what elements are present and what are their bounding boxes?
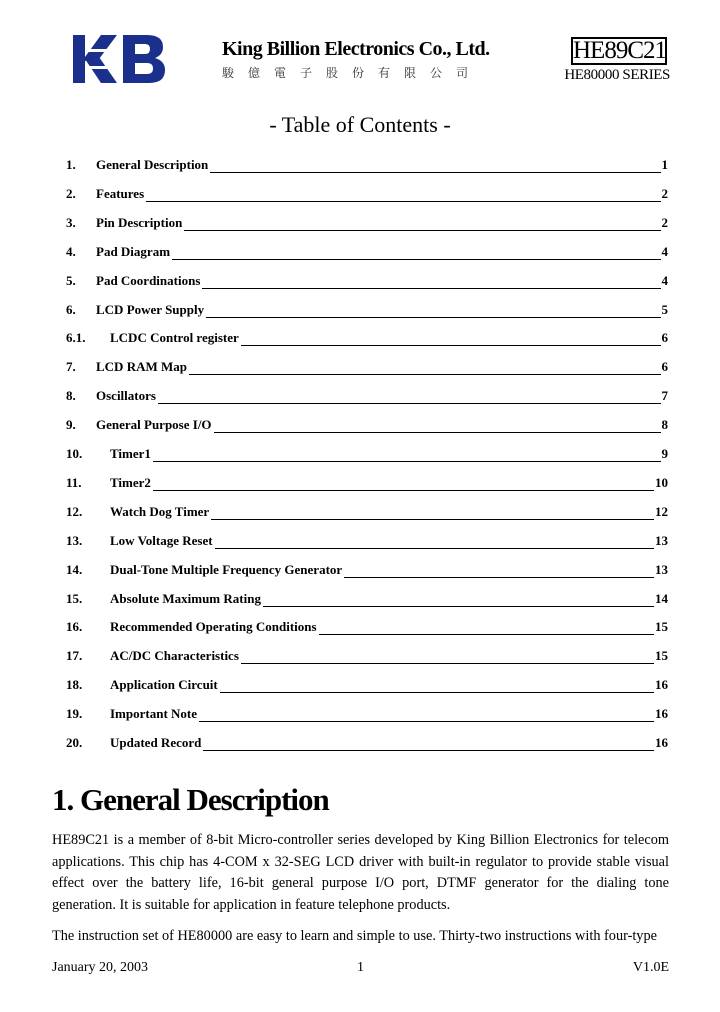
toc-entry-page: 1	[661, 157, 668, 172]
toc-entry-page: 2	[661, 214, 668, 230]
toc-entry[interactable]	[0, 474, 720, 492]
toc-entry-title: Important Note	[110, 706, 198, 722]
toc-leader-line	[206, 317, 661, 318]
toc-entry-number: 2.	[66, 185, 76, 201]
toc-entry-page: 16	[655, 735, 668, 750]
company-name-cn: 駿億電子股份有限公司	[222, 66, 483, 80]
toc-entry-page: 7	[661, 388, 668, 404]
toc-entry-page: 6	[661, 359, 668, 375]
toc-entry-page: 15	[655, 619, 668, 635]
toc-entry-page: 13	[655, 532, 668, 548]
toc-entry[interactable]	[0, 590, 720, 608]
toc-entry[interactable]	[0, 676, 720, 694]
toc-entry-title: Dual-Tone Multiple Frequency Generator	[110, 561, 343, 577]
toc-entry-title: Pad Coordinations	[96, 272, 201, 288]
toc-entry-title: Updated Record	[110, 735, 202, 750]
toc-entry-page: 8	[661, 417, 668, 433]
footer-page-number: 1	[357, 960, 364, 975]
toc-title: - Table of Contents -	[269, 112, 451, 137]
toc-entry-number: 1.	[66, 157, 76, 172]
toc-entry-number: 14.	[66, 561, 83, 577]
toc-entry-number: 9.	[66, 417, 76, 433]
toc-entry-title: LCDC Control register	[110, 330, 239, 346]
toc-entry[interactable]	[0, 647, 720, 665]
toc-leader-line	[319, 634, 654, 635]
toc-leader-line	[210, 172, 661, 173]
toc-entry[interactable]	[0, 532, 720, 550]
toc-entry-page: 16	[655, 706, 668, 722]
toc-entry-number: 11.	[66, 474, 82, 490]
toc-entry-title: Pin Description	[96, 214, 183, 230]
toc-leader-line	[241, 663, 654, 664]
toc-entry-page: 10	[655, 474, 668, 490]
toc-entry[interactable]	[0, 243, 720, 261]
footer-version: V1.0E	[632, 960, 669, 975]
toc-entry[interactable]	[0, 734, 720, 752]
toc-entry[interactable]	[0, 705, 720, 723]
toc-entry-title: General Purpose I/O	[96, 417, 212, 433]
toc-leader-line	[214, 432, 661, 433]
toc-entry-number: 17.	[66, 648, 83, 664]
toc-entry[interactable]	[0, 185, 720, 203]
toc-entry-number: 15.	[66, 590, 83, 606]
toc-entry[interactable]	[0, 416, 720, 434]
toc-leader-line	[158, 403, 661, 404]
toc-entry-number: 4.	[66, 243, 76, 259]
toc-entry-title: Timer2	[110, 474, 151, 490]
toc-entry-page: 12	[655, 503, 668, 519]
toc-entry-number: 13.	[66, 532, 83, 548]
toc-entry[interactable]	[0, 301, 720, 319]
toc-entry-number: 3.	[66, 214, 76, 230]
toc-leader-line	[263, 606, 654, 607]
toc-entry-title: Pad Diagram	[96, 243, 171, 259]
toc-entry-number: 5.	[66, 272, 76, 288]
toc-entry-title: Application Circuit	[110, 677, 218, 693]
toc-entry-title: Features	[96, 185, 145, 201]
toc-leader-line	[220, 692, 654, 693]
toc-entry-title: General Description	[96, 157, 209, 172]
company-name: King Billion Electronics Co., Ltd.	[222, 38, 490, 60]
toc-leader-line	[202, 288, 661, 289]
section-paragraph: The instruction set of HE80000 are easy to learn and simple to use. Thirty-two instructions with four-type	[52, 928, 657, 944]
toc-entry-page: 14	[655, 590, 668, 606]
toc-entry[interactable]	[0, 358, 720, 376]
toc-entry-title: Low Voltage Reset	[110, 532, 213, 548]
toc-entry-title: AC/DC Characteristics	[110, 648, 239, 664]
toc-entry-number: 8.	[66, 388, 76, 404]
section-title: 1. General Description	[52, 782, 329, 817]
toc-leader-line	[153, 490, 654, 491]
toc-entry[interactable]	[0, 329, 720, 347]
toc-entry-title: Recommended Operating Conditions	[110, 619, 317, 635]
toc-entry[interactable]	[0, 618, 720, 636]
toc-entry-title: LCD Power Supply	[96, 301, 205, 317]
toc-entry-page: 4	[661, 272, 668, 288]
toc-entry-number: 16.	[66, 619, 83, 635]
toc-leader-line	[215, 548, 654, 549]
toc-entry-title: Absolute Maximum Rating	[110, 590, 261, 606]
toc-entry-title: LCD RAM Map	[96, 359, 187, 375]
toc-leader-line	[172, 259, 661, 260]
toc-entry[interactable]	[0, 561, 720, 579]
toc-leader-line	[203, 750, 654, 751]
series-label: HE80000 SERIES	[564, 67, 670, 83]
toc-entry-title: Watch Dog Timer	[110, 503, 210, 519]
toc-entry-page: 2	[661, 185, 668, 201]
company-logo	[73, 35, 165, 83]
toc-leader-line	[211, 519, 654, 520]
toc-entry[interactable]	[0, 387, 720, 405]
toc-leader-line	[199, 721, 654, 722]
toc-entry-page: 16	[655, 677, 668, 693]
toc-entry-number: 19.	[66, 706, 83, 722]
toc-entry-page: 15	[655, 648, 668, 664]
toc-leader-line	[189, 374, 661, 375]
toc-entry-number: 6.	[66, 301, 76, 317]
toc-entry-page: 6	[661, 330, 668, 346]
toc-entry-page: 13	[655, 561, 668, 577]
part-number-box: HE89C21	[573, 37, 666, 64]
toc-entry-number: 20.	[66, 735, 83, 750]
toc-entry-title: Oscillators	[96, 388, 156, 404]
toc-entry-number: 12.	[66, 503, 83, 519]
toc-entry-number: 10.	[66, 446, 83, 461]
toc-leader-line	[153, 461, 661, 462]
section-paragraph: HE89C21 is a member of 8-bit Micro-controller series developed by King Billion Electronics for telecom applications. This chip has 4-COM x 32-SEG LCD driver with built-in regulator to provide stable visual effect over the battery life, 16-bit general purpose I/O port, DTMF generator for the dialing tone generation. It is suitable for application in feature telephone products.	[52, 832, 669, 914]
toc-entry[interactable]	[0, 445, 720, 463]
toc-leader-line	[146, 201, 661, 202]
toc-entry-page: 9	[661, 446, 668, 461]
toc-entry[interactable]	[0, 214, 720, 232]
toc-entry[interactable]	[0, 272, 720, 290]
toc-entry-number: 18.	[66, 677, 83, 693]
toc-entry-page: 5	[661, 301, 668, 317]
toc-entry-title: Timer1	[110, 446, 151, 461]
toc-leader-line	[344, 577, 654, 578]
toc-entry[interactable]	[0, 503, 720, 521]
footer-date: January 20, 2003	[52, 960, 149, 975]
toc-entry[interactable]	[0, 156, 720, 174]
toc-leader-line	[184, 230, 661, 231]
toc-entry-number: 6.1.	[66, 330, 86, 346]
toc-entry-number: 7.	[66, 359, 76, 375]
toc-entry-page: 4	[661, 243, 668, 259]
toc-leader-line	[241, 345, 661, 346]
